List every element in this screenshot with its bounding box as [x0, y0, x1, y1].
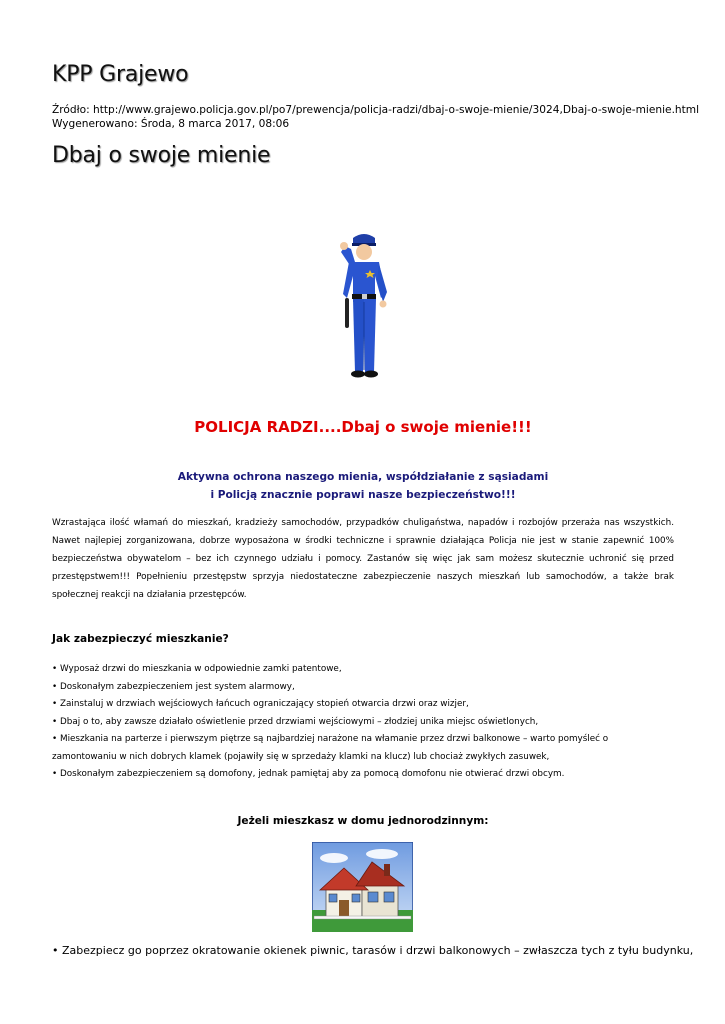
source-line: Źródło: http://www.grajewo.policja.gov.pl/po7/prewencja/policja-radzi/dbaj-o-swoje-mienie/3024,Dbaj-o-swoje-mienie.html [52, 104, 700, 116]
generated-line: Wygenerowano: Środa, 8 marca 2017, 08:06 [52, 118, 290, 130]
lead-line-2: i Policją znacznie poprawi nasze bezpieczeństwo!!! [210, 489, 516, 501]
list-item: • Dbaj o to, aby zawsze działało oświetlenie przed drzwiami wejściowymi – złodziej unika miejsc oświetlonych, [52, 716, 539, 727]
section2-heading: Jeżeli mieszkasz w domu jednorodzinnym: [237, 815, 489, 827]
article-title: Dbaj o swoje mienie [52, 143, 271, 168]
lead-line-1: Aktywna ochrona naszego mienia, współdziałanie z sąsiadami [177, 471, 549, 483]
section1-heading: Jak zabezpieczyć mieszkanie? [52, 633, 229, 645]
document-meta [52, 103, 699, 131]
section2-first-item: • Zabezpiecz go poprzez okratowanie okienek piwnic, tarasów i drzwi balkonowych – zwłaszcza tych z tyłu budynku, [52, 944, 694, 957]
intro-paragraph: Wzrastająca ilość włamań do mieszkań, kradzieży samochodów, przypadków chuligaństwa, napadów i rozbojów przeraża nas wszystkich. Nawet najlepiej zorganizowana, dobrze wyposażona w środki techniczne i sprawnie działająca Policja nie jest w stanie zapewnić 100% bezpieczeństwa obywatelom – bez ich czynnego udziału i pomocy. Zastanów się więc jak sam możesz skutecznie uchronić się przed przestępstwem!!! Popełnieniu przestępstw sprzyja niedostateczne zabezpieczenie naszych mieszkań lub samochodów, a także brak społecznej reakcji na działania przestępców. [52, 518, 674, 600]
lead-paragraph [52, 468, 674, 504]
list-item: • Mieszkania na parterze i pierwszym piętrze są najbardziej narażone na włamanie przez drzwi balkonowe – warto pomyśleć o zamontowaniu w nich dobrych klamek (pojawiły się w sprzedaży klamki na klucz) lub chociaż zwykłych zasuwek, [52, 734, 609, 762]
list-item: • Doskonałym zabezpieczeniem jest system alarmowy, [52, 681, 295, 692]
section1-list [52, 661, 674, 784]
list-item: • Zainstaluj w drzwiach wejściowych łańcuch ograniczający stopień otwarcia drzwi oraz wizjer, [52, 699, 469, 709]
headline: POLICJA RADZI....Dbaj o swoje mienie!!! [194, 418, 532, 436]
site-title: KPP Grajewo [52, 62, 189, 87]
list-item: • Doskonałym zabezpieczeniem są domofony, jednak pamiętaj aby za pomocą domofonu nie otwierać drzwi obcym. [52, 769, 565, 779]
list-item: • Wyposaż drzwi do mieszkania w odpowiednie zamki patentowe, [52, 664, 342, 674]
house-icon [312, 842, 413, 932]
policeman-icon [331, 232, 397, 380]
